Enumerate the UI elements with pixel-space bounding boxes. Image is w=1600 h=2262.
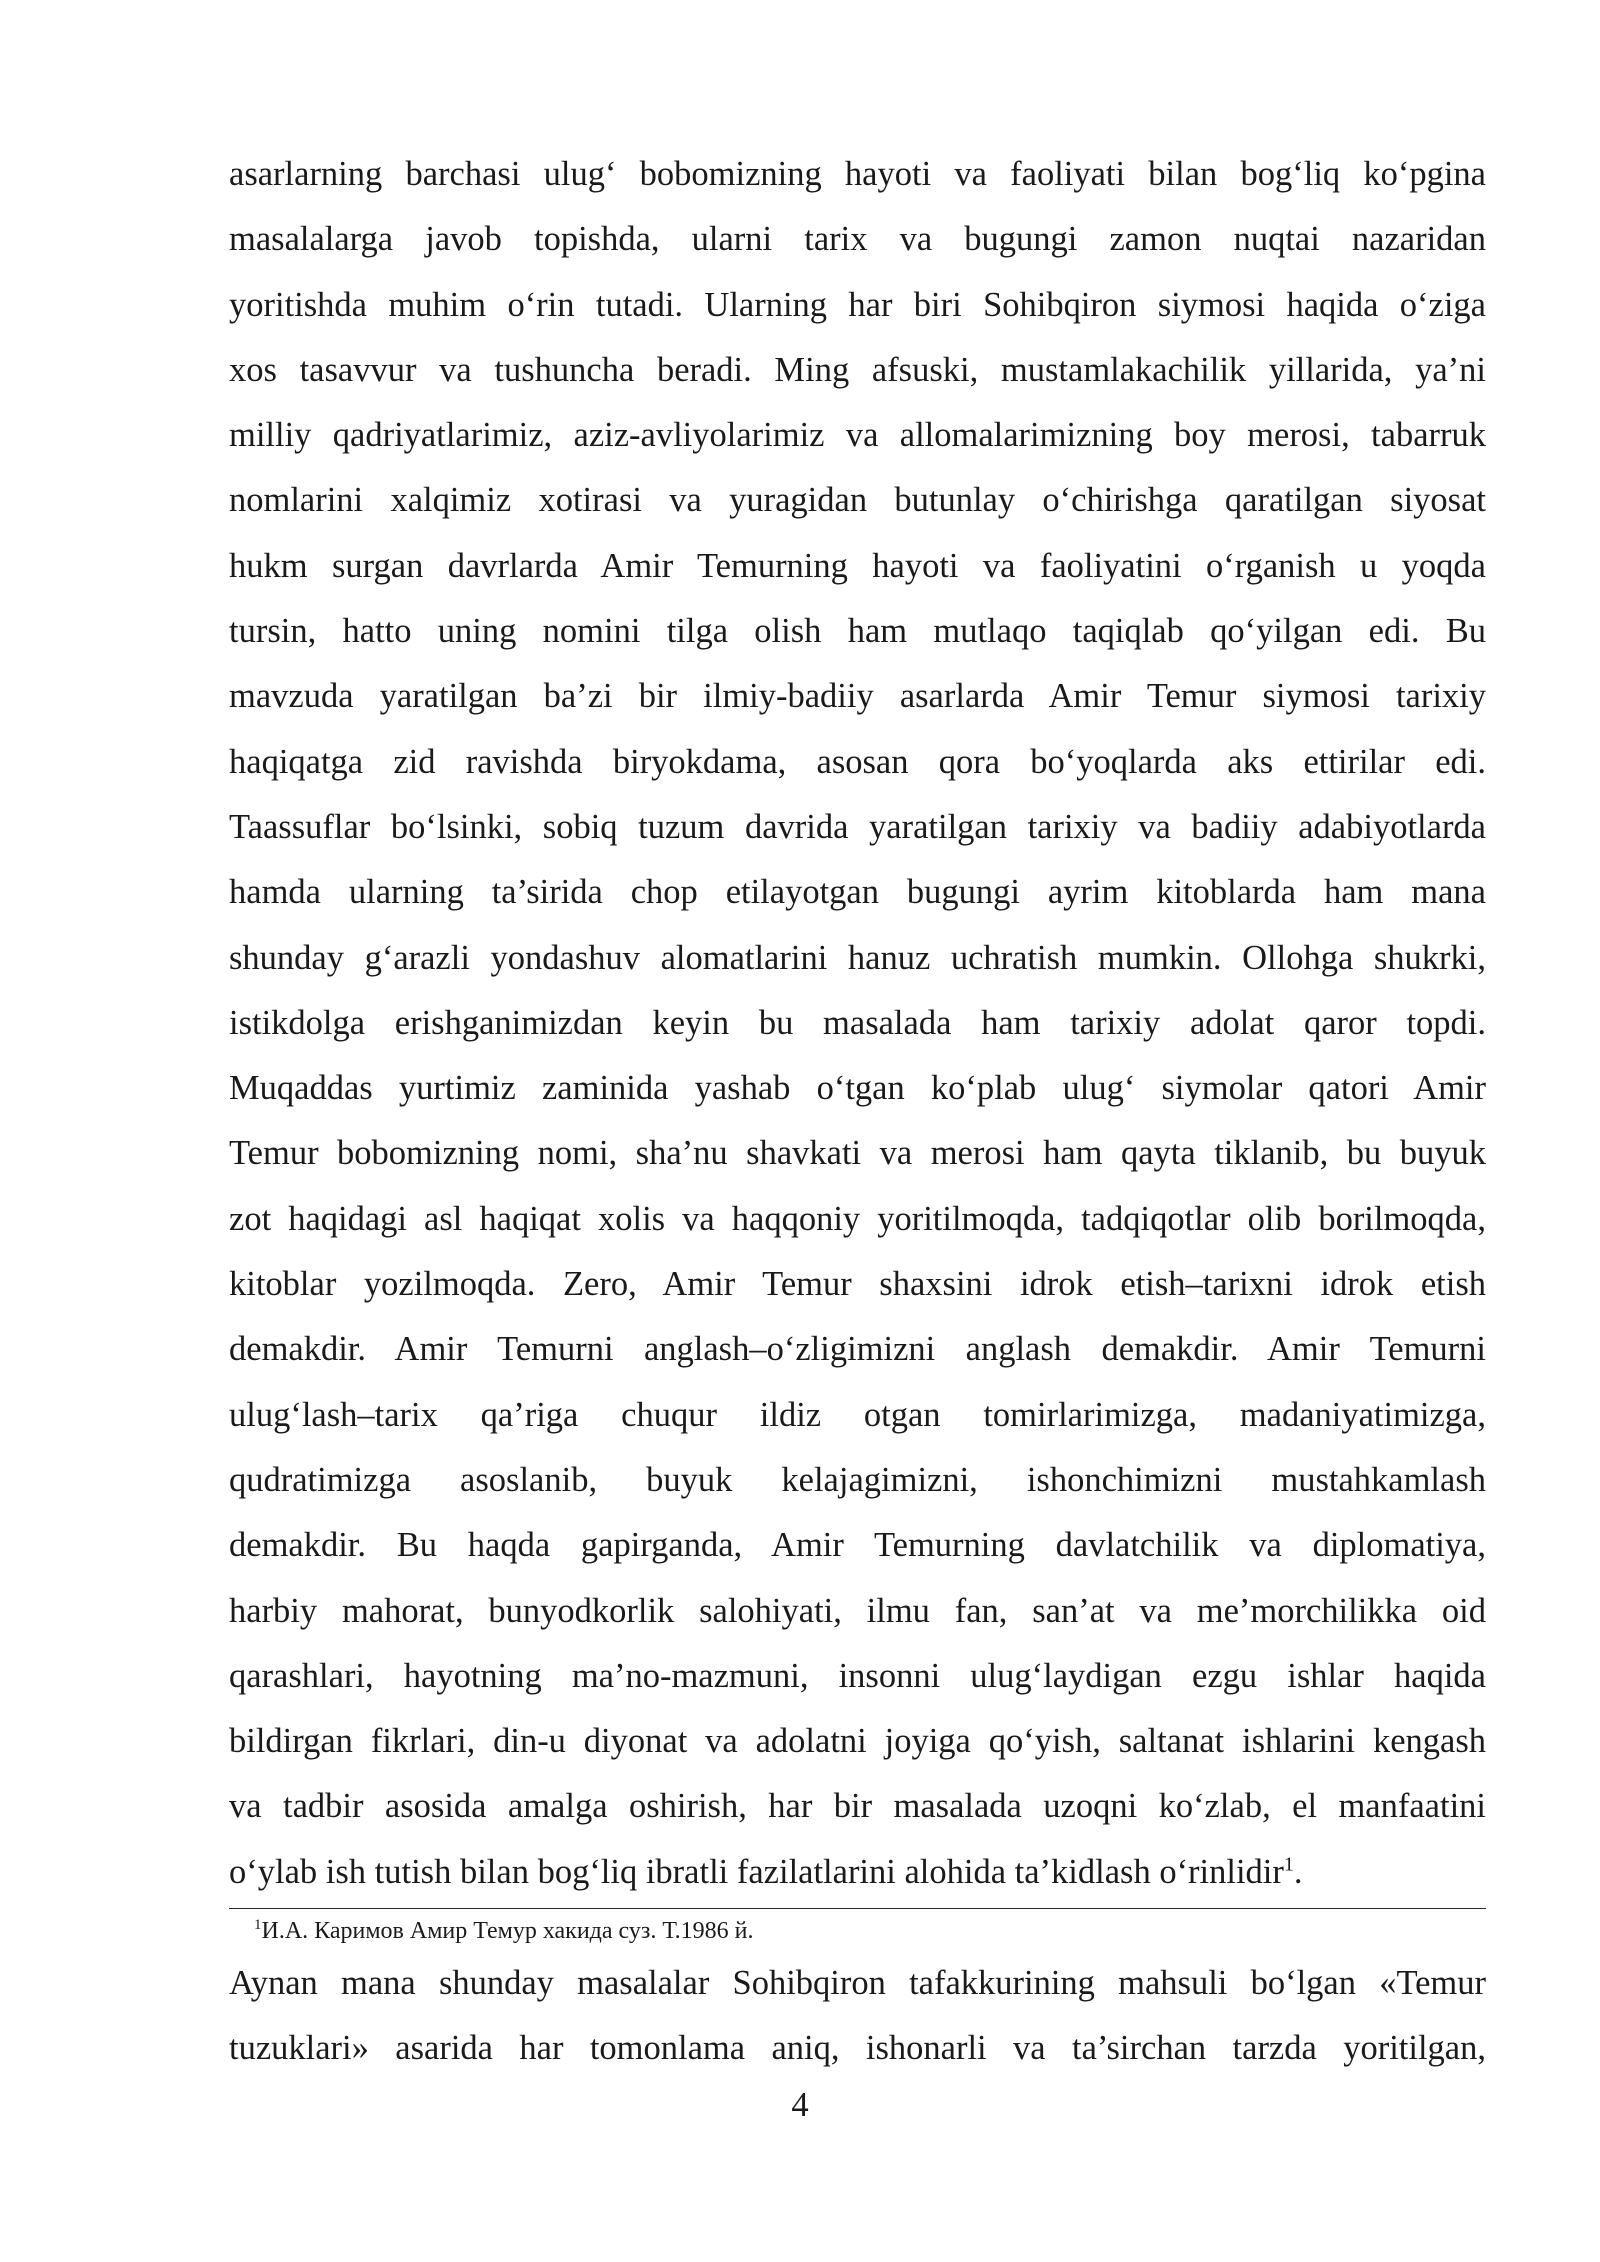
paragraph-line: Taassuflar bo‘lsinki, sobiq tuzum davrida yaratilgan tarixiy va badiiy adabiyotlarda [229,807,1486,846]
footnote-separator [229,1908,1486,1909]
footnote-reference[interactable]: 1 [1283,1853,1294,1876]
paragraph-line: va tadbir asosida amalga oshirish, har bir masalada uzoqni ko‘zlab, el manfaatini [229,1787,1486,1826]
paragraph-line: milliy qadriyatlarimiz, aziz-avliyolarimiz va allomalarimizning boy merosi, tabarruk [229,416,1486,455]
footnote-text: И.А. Каримов Амир Темур хакида суз. Т.1986 й. [261,1918,754,1944]
paragraph-line: kitoblar yozilmoqda. Zero, Amir Temur shaxsini idrok etish–tarixni idrok etish [229,1265,1486,1304]
paragraph-line: nomlarini xalqimiz xotirasi va yuragidan butunlay o‘chirishga qaratilgan siyosat [229,481,1486,520]
paragraph-line: haqiqatga zid ravishda biryokdama, asosan qora bo‘yoqlarda aks ettirilar edi. [229,742,1486,781]
paragraph-line: shunday g‘arazli yondashuv alomatlarini hanuz uchratish mumkin. Ollohga shukrki, [229,938,1486,977]
paragraph-line: qarashlari, hayotning ma’no-mazmuni, insonni ulug‘laydigan ezgu ishlar haqida [229,1656,1486,1695]
paragraph-last-line [229,1840,1486,1905]
paragraph-line: ulug‘lash–tarix qa’riga chuqur ildiz otgan tomirlarimizga, madaniyatimizga, [229,1395,1486,1434]
paragraph-line: harbiy mahorat, bunyodkorlik salohiyati, ilmu fan, san’at va me’morchilikka oid [229,1591,1486,1630]
paragraph-line: zot haqidagi asl haqiqat xolis va haqqoniy yoritilmoqda, tadqiqotlar olib borilmoqda, [229,1199,1486,1238]
paragraph-line: istikdolga erishganimizdan keyin bu masalada ham tarixiy adolat qaror topdi. [229,1003,1486,1042]
paragraph-line: hamda ularning ta’sirida chop etilayotgan bugungi ayrim kitoblarda ham mana [229,873,1486,912]
continuation-paragraph [229,1951,1486,2082]
footnote [254,1916,753,1946]
paragraph-line: qudratimizga asoslanib, buyuk kelajagimizni, ishonchimizni mustahkamlash [229,1460,1486,1499]
paragraph-line: yoritishda muhim o‘rin tutadi. Ularning har biri Sohibqiron siymosi haqida o‘ziga [229,285,1486,324]
main-paragraph [229,142,1486,1905]
paragraph-line: tuzuklari» asarida har tomonlama aniq, ishonarli va ta’sirchan tarzda yoritilgan, [229,2029,1486,2068]
paragraph-line: tursin, hatto uning nomini tilga olish ham mutlaqo taqiqlab qo‘yilgan edi. Bu [229,612,1486,651]
paragraph-line: demakdir. Amir Temurni anglash–o‘zligimizni anglash demakdir. Amir Temurni [229,1330,1486,1369]
paragraph-line: hukm surgan davrlarda Amir Temurning hayoti va faoliyatini o‘rganish u yoqda [229,546,1486,585]
paragraph-line: bildirgan fikrlari, din-u diyonat va adolatni joyiga qo‘yish, saltanat ishlarini kengash [229,1722,1486,1761]
footnote-mark: 1 [254,1917,262,1933]
paragraph-line: mavzuda yaratilgan ba’zi bir ilmiy-badiiy asarlarda Amir Temur siymosi tarixiy [229,677,1486,716]
paragraph-line: Temur bobomizning nomi, sha’nu shavkati va merosi ham qayta tiklanib, bu buyuk [229,1134,1486,1173]
paragraph-line: masalalarga javob topishda, ularni tarix va bugungi zamon nuqtai nazaridan [229,220,1486,259]
paragraph-last-line-text: o‘ylab ish tutish bilan bog‘liq ibratli fazilatlarini alohida ta’kidlash o‘rinlidir [229,1852,1284,1891]
page-number: 4 [791,2086,809,2124]
paragraph-line: xos tasavvur va tushuncha beradi. Ming afsuski, mustamlakachilik yillarida, ya’ni [229,350,1486,389]
paragraph-line: Muqaddas yurtimiz zaminida yashab o‘tgan ko‘plab ulug‘ siymolar qatori Amir [229,1069,1486,1108]
paragraph-line: Aynan mana shunday masalalar Sohibqiron tafakkurining mahsuli bo‘lgan «Temur [229,1964,1486,2002]
paragraph-line: asarlarning barchasi ulug‘ bobomizning hayoti va faoliyati bilan bog‘liq ko‘pgina [229,155,1486,193]
paragraph-line: demakdir. Bu haqda gapirganda, Amir Temurning davlatchilik va diplomatiya, [229,1526,1486,1565]
paragraph-last-line-end: . [1293,1852,1303,1891]
